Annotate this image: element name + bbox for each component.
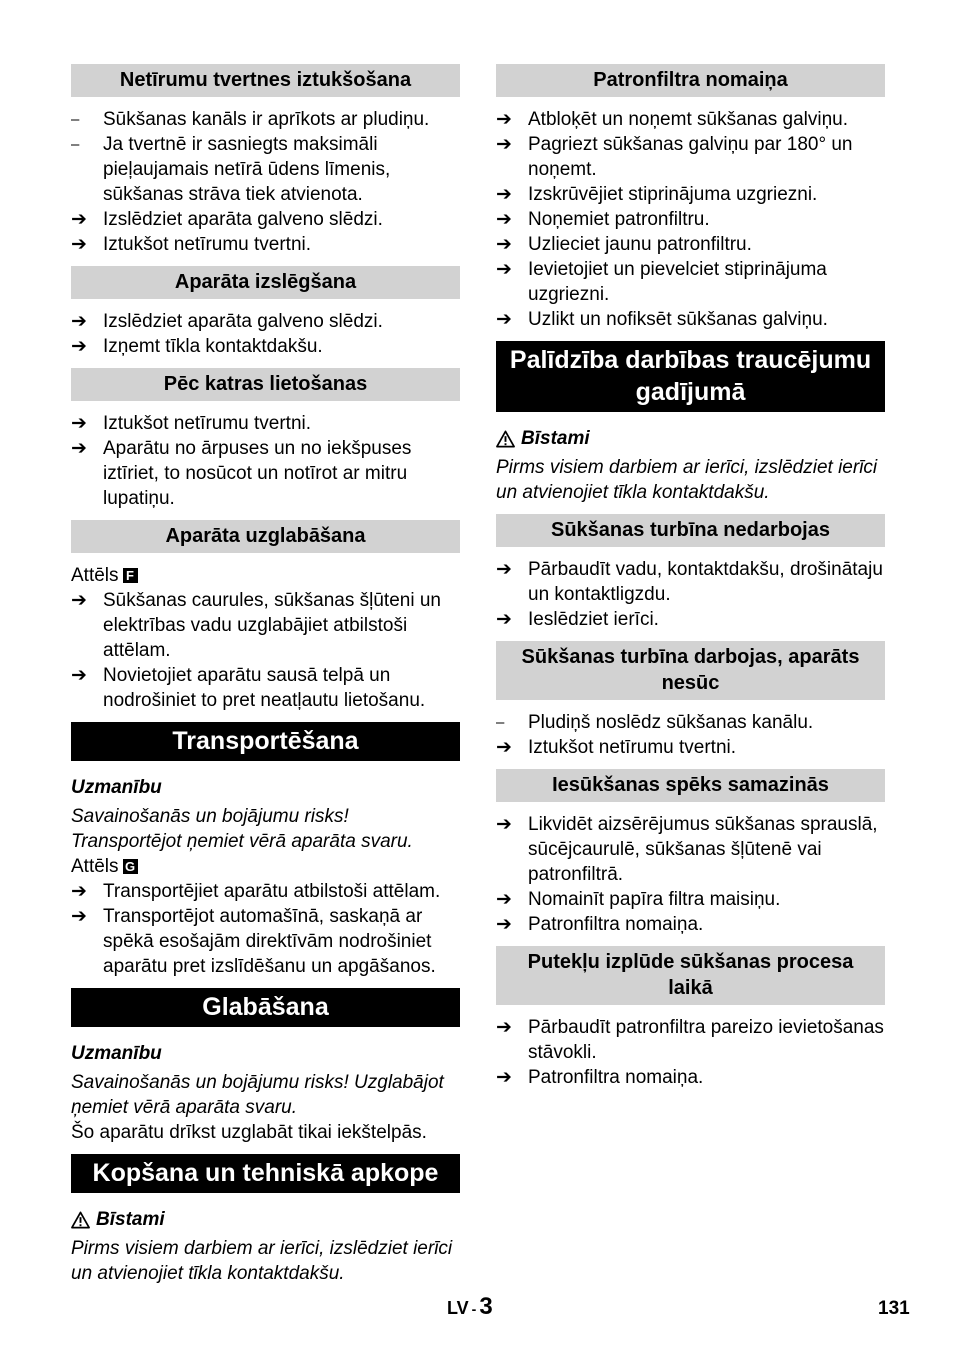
arrow-right-icon: ➔ — [71, 590, 87, 611]
arrow-right-icon: ➔ — [71, 413, 87, 434]
list-dust-escape — [496, 1015, 885, 1090]
list-item — [71, 132, 460, 207]
caution-text-transport: Savainošanās un bojājumu risks! Transportējot ņemiet vērā aparāta svaru. — [71, 806, 413, 852]
danger-text-maintenance: Pirms visiem darbiem ar ierīci, izslēdziet ierīci un atvienojiet tīkla kontaktdakšu. — [71, 1238, 453, 1284]
list-item — [496, 232, 885, 257]
list-transport — [71, 879, 460, 979]
arrow-right-icon: ➔ — [496, 609, 512, 630]
arrow-right-icon: ➔ — [496, 309, 512, 330]
list-item-text: Izslēdziet aparāta galveno slēdzi. — [103, 311, 383, 332]
danger-label-troubleshooting: Bīstami — [496, 426, 885, 451]
heading-troubleshooting: Palīdzība darbības traucējumu gadījumā — [496, 341, 885, 412]
list-item-text: Izskrūvējiet stiprinājuma uzgriezni. — [528, 184, 818, 205]
arrow-right-icon: ➔ — [496, 259, 512, 280]
list-item — [496, 107, 885, 132]
list-item — [496, 887, 885, 912]
list-item-text: Iztukšot netīrumu tvertni. — [103, 413, 312, 434]
list-item — [496, 557, 885, 607]
list-item — [496, 735, 885, 760]
arrow-right-icon: ➔ — [71, 438, 87, 459]
danger-label-maintenance: Bīstami — [71, 1207, 460, 1232]
heading-storage: Glabāšana — [71, 988, 460, 1027]
list-item — [496, 1015, 885, 1065]
dash-bullet: – — [71, 136, 80, 153]
list-item-text: Transportējot automašīnā, saskaņā ar spēkā esošajām direktīvām nodrošiniet aparātu pret izslīdēšanu un apgāšanos. — [103, 906, 436, 977]
list-item — [71, 232, 460, 257]
arrow-right-icon: ➔ — [496, 184, 512, 205]
list-item-text: Transportējiet aparātu atbilstoši attēlam. — [103, 881, 441, 902]
list-item — [71, 334, 460, 359]
list-item-text: Patronfiltra nomaiņa. — [528, 1067, 704, 1088]
list-item — [496, 207, 885, 232]
heading-cartridge-replacement: Patronfiltra nomaiņa — [496, 64, 885, 97]
heading-suction-decreases: Iesūkšanas spēks samazinās — [496, 769, 885, 802]
list-item-text: Pagriezt sūkšanas galviņu par 180° un noņemt. — [528, 134, 853, 180]
list-after-use — [71, 411, 460, 511]
heading-after-use: Pēc katras lietošanas — [71, 368, 460, 401]
left-column — [71, 64, 460, 1286]
list-item-text: Uzlikt un nofiksēt sūkšanas galviņu. — [528, 309, 828, 330]
list-item-text: Likvidēt aizsērējumus sūkšanas sprauslā, sūcējcaurulē, sūkšanas šļūtenē vai patronfiltrā. — [528, 814, 878, 885]
arrow-right-icon: ➔ — [496, 134, 512, 155]
heading-turbine-not-working: Sūkšanas turbīna nedarbojas — [496, 514, 885, 547]
arrow-right-icon: ➔ — [496, 737, 512, 758]
list-item — [71, 309, 460, 334]
arrow-right-icon: ➔ — [496, 109, 512, 130]
list-item-text: Atbloķēt un noņemt sūkšanas galviņu. — [528, 109, 849, 130]
list-item — [496, 710, 885, 735]
list-item-text: Noņemiet patronfiltru. — [528, 209, 710, 230]
caution-label-storage: Uzmanību — [71, 1043, 162, 1064]
arrow-right-icon: ➔ — [71, 881, 87, 902]
list-item-text: Novietojiet aparātu sausā telpā un nodrošiniet to pret neatļautu lietošanu. — [103, 665, 426, 711]
heading-maintenance: Kopšana un tehniskā apkope — [71, 1154, 460, 1193]
list-item-text: Ievietojiet un pievelciet stiprinājuma uzgriezni. — [528, 259, 827, 305]
list-item — [71, 207, 460, 232]
list-item — [496, 307, 885, 332]
arrow-right-icon: ➔ — [71, 209, 87, 230]
list-turbine-not-working — [496, 557, 885, 632]
caution-label-transport: Uzmanību — [71, 777, 162, 798]
list-item — [71, 588, 460, 663]
figure-f-badge: F — [123, 568, 138, 583]
list-item-text: Patronfiltra nomaiņa. — [528, 914, 704, 935]
list-item — [496, 257, 885, 307]
warning-triangle-icon — [71, 1211, 90, 1229]
arrow-right-icon: ➔ — [496, 914, 512, 935]
list-item — [71, 879, 460, 904]
arrow-right-icon: ➔ — [71, 311, 87, 332]
danger-text-troubleshooting: Pirms visiem darbiem ar ierīci, izslēdziet ierīci un atvienojiet tīkla kontaktdakšu. — [496, 457, 878, 503]
arrow-right-icon: ➔ — [71, 336, 87, 357]
list-item-text: Izslēdziet aparāta galveno slēdzi. — [103, 209, 383, 230]
list-item-text: Sūkšanas caurules, sūkšanas šļūteni un elektrības vadu uzglabājiet atbilstoši attēlam. — [103, 590, 441, 661]
list-item-text: Nomainīt papīra filtra maisiņu. — [528, 889, 781, 910]
list-item — [496, 1065, 885, 1090]
arrow-right-icon: ➔ — [71, 234, 87, 255]
list-item-text: Ja tvertnē ir sasniegts maksimāli pieļaujamais netīrā ūdens līmenis, sūkšanas strāva tiek atvienota. — [103, 134, 391, 205]
dash-bullet: – — [496, 714, 505, 731]
list-item-text: Sūkšanas kanāls ir aprīkots ar pludiņu. — [103, 109, 430, 130]
list-item — [496, 132, 885, 182]
list-item — [496, 812, 885, 887]
arrow-right-icon: ➔ — [496, 889, 512, 910]
list-empty-tank — [71, 107, 460, 257]
arrow-right-icon: ➔ — [496, 1017, 512, 1038]
figure-reference-g: Attēls G — [71, 854, 460, 879]
list-item — [71, 107, 460, 132]
arrow-right-icon: ➔ — [496, 234, 512, 255]
warning-triangle-icon — [496, 430, 515, 448]
list-item-text: Pārbaudīt patronfiltra pareizo ievietošanas stāvokli. — [528, 1017, 884, 1063]
dash-bullet: – — [71, 111, 80, 128]
list-item — [496, 912, 885, 937]
heading-transport: Transportēšana — [71, 722, 460, 761]
arrow-right-icon: ➔ — [496, 814, 512, 835]
footer-section-label: LV - 3 — [447, 1293, 493, 1320]
arrow-right-icon: ➔ — [71, 906, 87, 927]
arrow-right-icon: ➔ — [496, 1067, 512, 1088]
list-item-text: Ieslēdziet ierīci. — [528, 609, 659, 630]
page-number: 131 — [878, 1298, 910, 1319]
right-column — [496, 64, 885, 1099]
heading-dust-escape: Putekļu izplūde sūkšanas procesa laikā — [496, 946, 885, 1005]
heading-empty-tank: Netīrumu tvertnes iztukšošana — [71, 64, 460, 97]
list-item — [71, 411, 460, 436]
list-device-storage — [71, 588, 460, 713]
figure-g-badge: G — [123, 859, 138, 874]
list-turbine-no-suction — [496, 710, 885, 760]
list-item — [71, 904, 460, 979]
heading-device-storage: Aparāta uzglabāšana — [71, 520, 460, 553]
indoor-only-text: Šo aparātu drīkst uzglabāt tikai iekštelpās. — [71, 1122, 427, 1143]
list-item-text: Pludiņš noslēdz sūkšanas kanālu. — [528, 712, 814, 733]
list-switch-off — [71, 309, 460, 359]
caution-text-storage: Savainošanās un bojājumu risks! Uzglabājot ņemiet vērā aparāta svaru. — [71, 1072, 444, 1118]
list-item-text: Iztukšot netīrumu tvertni. — [103, 234, 312, 255]
arrow-right-icon: ➔ — [71, 665, 87, 686]
figure-reference-f: Attēls F — [71, 563, 460, 588]
list-item-text: Aparātu no ārpuses un no iekšpuses iztīriet, to nosūcot un notīrot ar mitru lupatiņu. — [103, 438, 412, 509]
list-item-text: Izņemt tīkla kontaktdakšu. — [103, 336, 323, 357]
arrow-right-icon: ➔ — [496, 209, 512, 230]
list-item — [71, 663, 460, 713]
list-cartridge-replacement — [496, 107, 885, 332]
heading-switch-off: Aparāta izslēgšana — [71, 266, 460, 299]
list-item-text: Iztukšot netīrumu tvertni. — [528, 737, 737, 758]
list-item — [496, 607, 885, 632]
list-item — [71, 436, 460, 511]
arrow-right-icon: ➔ — [496, 559, 512, 580]
list-item-text: Pārbaudīt vadu, kontaktdakšu, drošinātaju un kontaktligzdu. — [528, 559, 883, 605]
list-suction-decreases — [496, 812, 885, 937]
list-item-text: Uzlieciet jaunu patronfiltru. — [528, 234, 752, 255]
list-item — [496, 182, 885, 207]
heading-turbine-no-suction: Sūkšanas turbīna darbojas, aparāts nesūc — [496, 641, 885, 700]
